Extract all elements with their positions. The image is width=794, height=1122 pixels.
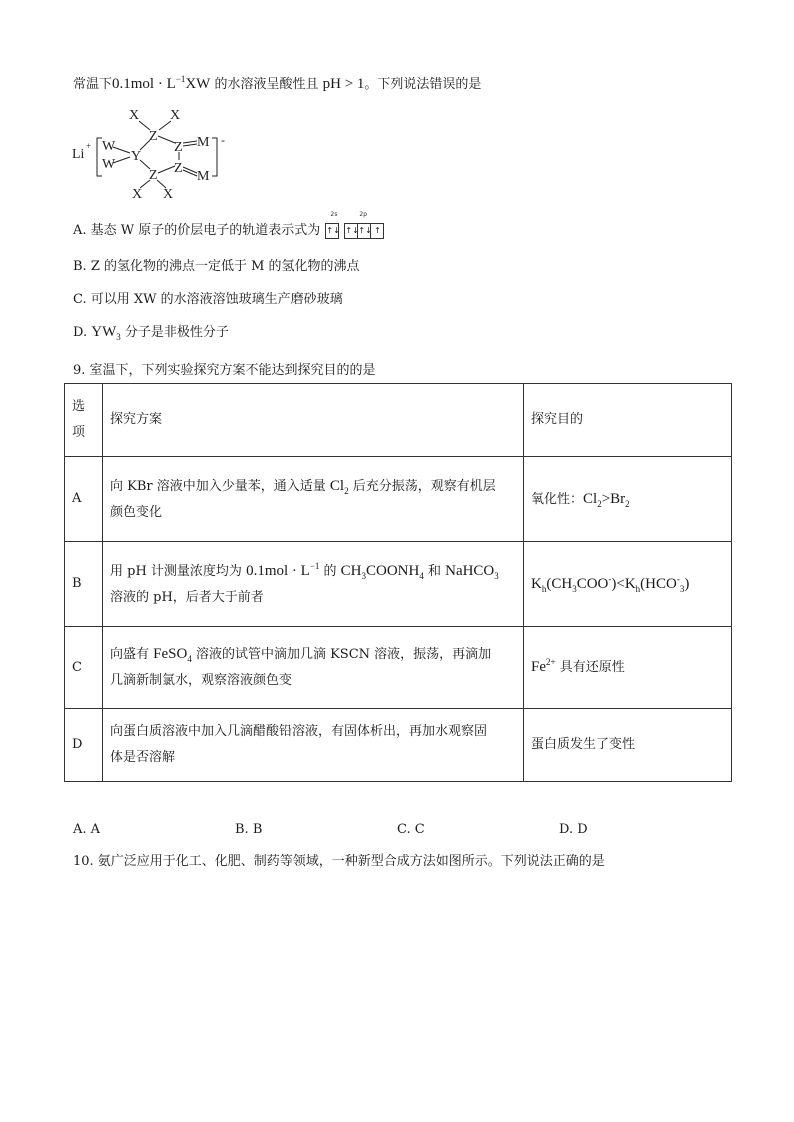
- orbital-diagram: [326, 210, 384, 239]
- structure-anion-charge: -: [221, 133, 225, 147]
- q9-stem: 9. 室温下，下列实验探究方案不能达到探究目的的是: [73, 363, 376, 378]
- structure-atom-m1: M: [197, 135, 210, 150]
- structure-right-bracket: [212, 138, 217, 176]
- structure-atom-x2: X: [170, 108, 181, 123]
- q8-stem-mid: 的水溶液呈酸性且: [210, 77, 323, 92]
- structure-atom-x4: X: [163, 187, 174, 202]
- orbital-box: ↑↓: [325, 223, 339, 239]
- row-d-option: D: [65, 709, 103, 782]
- structure-atom-z4: Z: [174, 161, 183, 176]
- orbital-2s: [326, 210, 340, 239]
- orbital-2p: [345, 210, 384, 239]
- q8-option-a: [73, 210, 384, 239]
- q8-stem-post: 。下列说法错误的是: [364, 77, 482, 92]
- q9-choice-a: A. A: [73, 822, 101, 837]
- q9-choice-d: D. D: [559, 822, 588, 837]
- row-c-option: C: [65, 627, 103, 709]
- orbital-box: ↑↓: [357, 223, 371, 239]
- structure-li-charge: +: [86, 141, 92, 151]
- structure-atom-x3: X: [132, 187, 143, 202]
- header-plan: 探究方案: [103, 384, 524, 457]
- anion-structure-diagram: [70, 100, 250, 204]
- structure-atom-x1: X: [129, 108, 140, 123]
- orbital-box: ↑: [370, 223, 384, 239]
- row-a-plan: 向 KBr 溶液中加入少量苯，通入适量 $Cl_2$ 后充分振荡，观察有机层 颜色变化: [103, 457, 524, 542]
- q9-choice-b: B. B: [235, 822, 263, 837]
- orbital-box: ↑↓: [344, 223, 358, 239]
- row-a-purpose: 氧化性：$Cl_2>Br_2$: [524, 457, 732, 542]
- header-purpose: 探究目的: [524, 384, 732, 457]
- header-option: 选 项: [65, 384, 103, 457]
- table-row: [65, 542, 732, 627]
- q8-option-b: B. Z 的氢化物的沸点一定低于 M 的氢化物的沸点: [73, 259, 360, 274]
- experiment-table: [64, 383, 732, 782]
- row-a-option: A: [65, 457, 103, 542]
- table-row: [65, 709, 732, 782]
- structure-atom-z3: Z: [174, 140, 183, 155]
- table-row: [65, 457, 732, 542]
- structure-atom-z2: Z: [149, 168, 158, 183]
- row-d-purpose: 蛋白质发生了变性: [524, 709, 732, 782]
- q8-stem-ph: pH > 1: [322, 76, 365, 92]
- structure-atom-y: Y: [131, 149, 142, 164]
- structure-atom-z1: Z: [149, 129, 158, 144]
- row-d-plan: 向蛋白质溶液中加入几滴醋酸铅溶液，有固体析出，再加水观察固 体是否溶解: [103, 709, 524, 782]
- q8-option-d-formula: $YW_3$: [91, 324, 121, 342]
- q8-stem-pre: 常温下: [73, 77, 113, 92]
- q8-option-c: C. 可以用 XW 的水溶液溶蚀玻璃生产磨砂玻璃: [73, 292, 343, 307]
- q10-stem: 10. 氨广泛应用于化工、化肥、制药等领域，一种新型合成方法如图所示。下列说法正确的是: [73, 854, 605, 869]
- orbital-2s-label: 2s: [330, 210, 338, 218]
- structure-li: Li: [72, 147, 85, 162]
- row-b-plan: 用 pH 计测量浓度均为 $0.1mol \cdot L^{-1}$ 的 $CH_3COONH_4$ 和 NaHCO$_3$ 溶液的 pH，后者大于前者: [103, 542, 524, 627]
- q8-option-a-text: A. 基态 W 原子的价层电子的轨道表示式为: [73, 223, 321, 238]
- orbital-2p-label: 2p: [359, 210, 368, 218]
- q8-option-d: D. $YW_3$ 分子是非极性分子: [73, 324, 229, 342]
- row-b-purpose: $K_h(CH_3COO^-)<K_h(HCO^-_3)$: [524, 542, 732, 627]
- row-b-option: B: [65, 542, 103, 627]
- q9-choice-c: C. C: [397, 822, 425, 837]
- row-c-plan: 向盛有 FeSO$_4$ 溶液的试管中滴加几滴 KSCN 溶液，振荡，再滴加 几滴新制氯水，观察溶液颜色变: [103, 627, 524, 709]
- structure-atom-m2: M: [197, 169, 210, 184]
- table-row: [65, 627, 732, 709]
- structure-atom-w1: W: [102, 139, 116, 154]
- row-c-purpose: $Fe^{2+}$ 具有还原性: [524, 627, 732, 709]
- q8-stem: [73, 73, 481, 93]
- table-header-row: [65, 384, 732, 457]
- q8-stem-concentration: $0.1mol \cdot L^{-1}XW$: [112, 74, 211, 92]
- structure-atom-w2: W: [102, 157, 116, 172]
